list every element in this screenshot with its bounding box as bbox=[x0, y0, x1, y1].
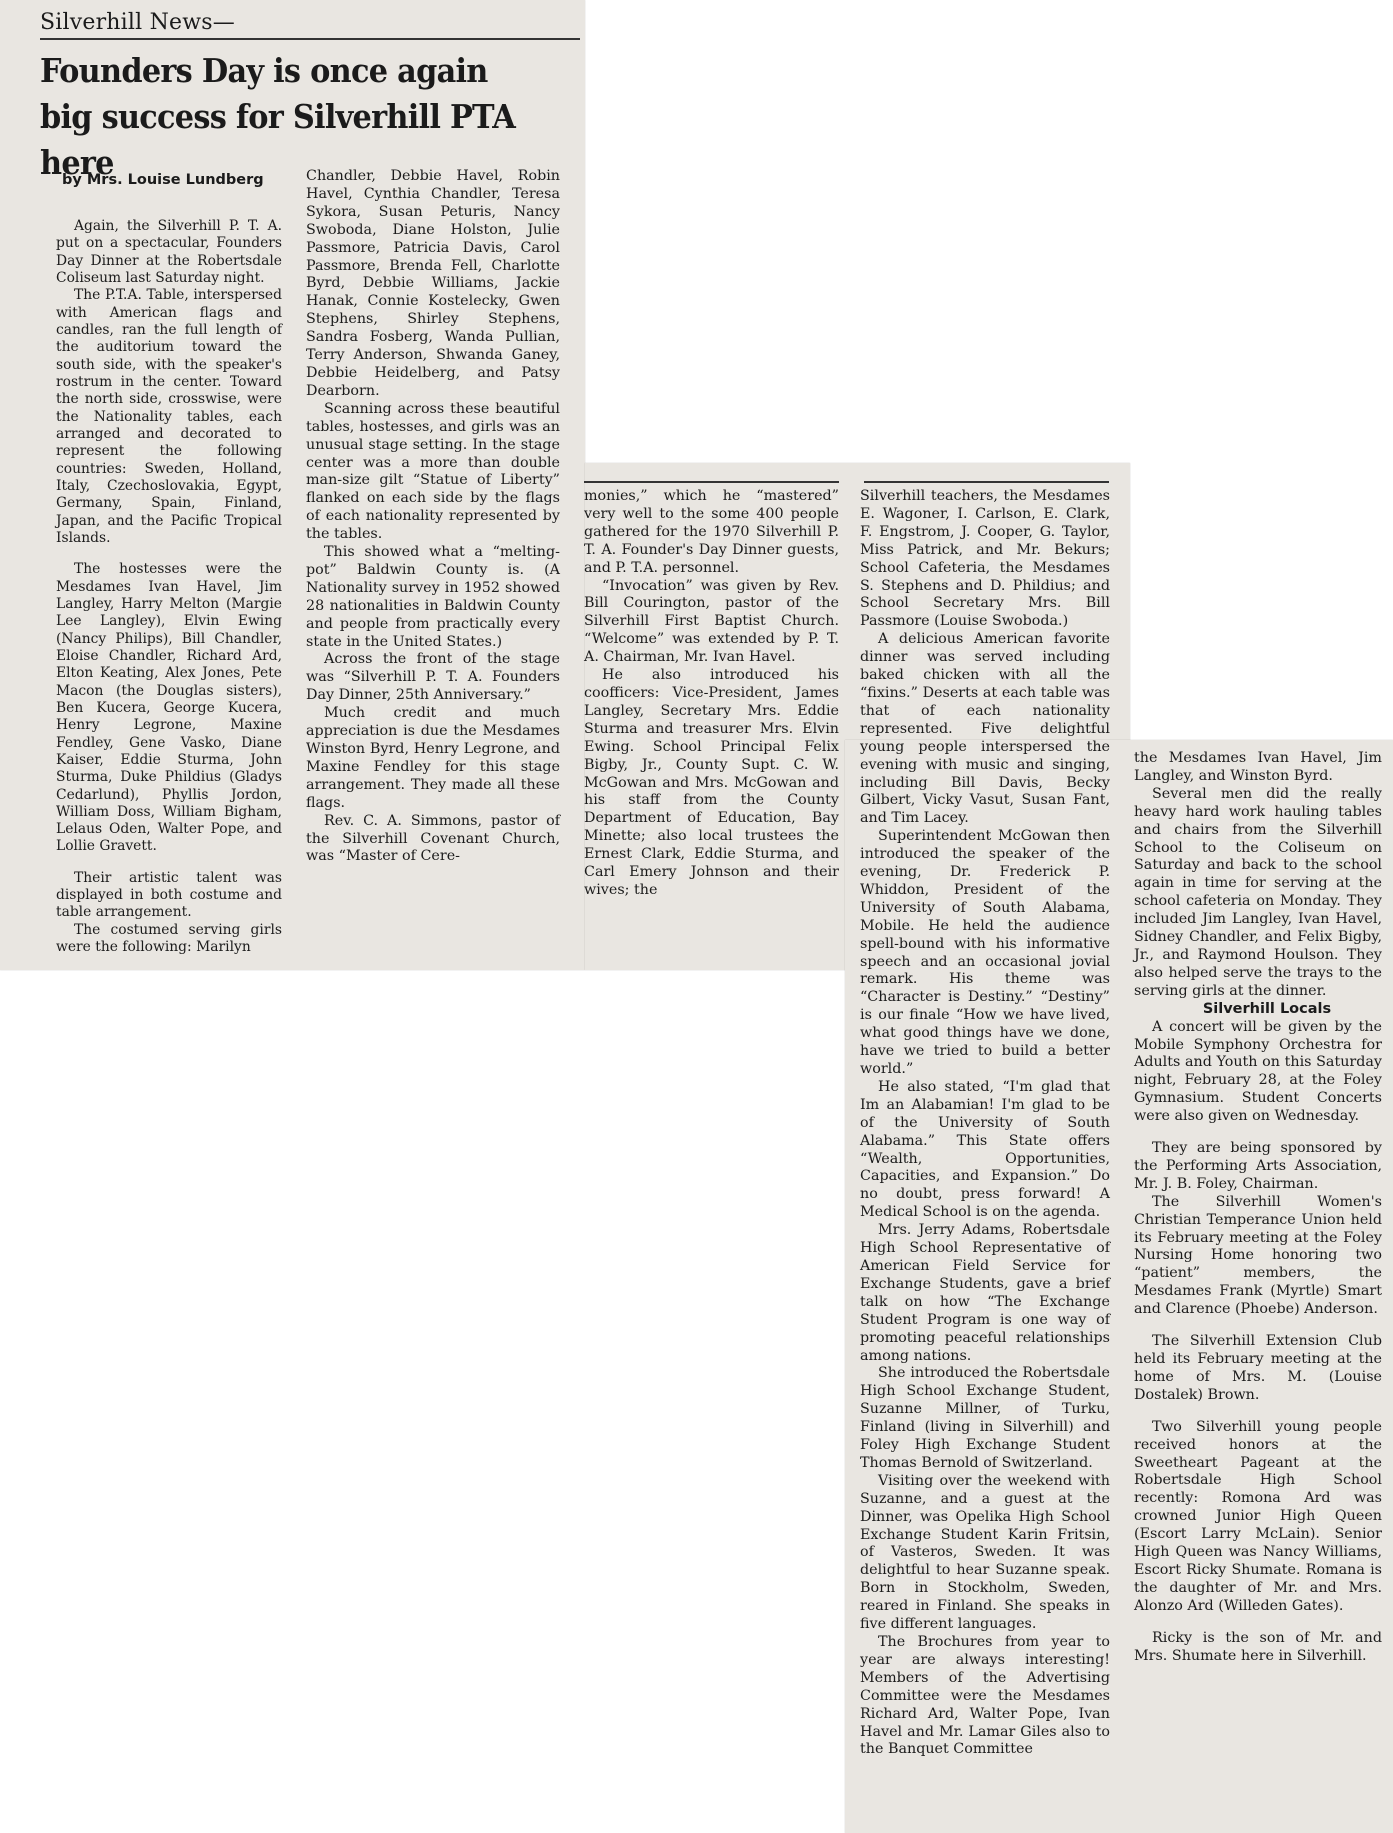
paragraph: the Mesdames Ivan Havel, Jim Langley, and Winston Byrd. bbox=[1134, 750, 1382, 784]
section-kicker: Silverhill News— bbox=[40, 10, 235, 35]
paragraph: She introduced the Robertsdale High School Exchange Student, Suzanne Millner, of Turku, Finland (living in Silverhill) and Foley High Exchange Student Thomas Bernold of Switzerland. bbox=[860, 1365, 1110, 1471]
article-column-3 bbox=[584, 488, 839, 900]
paragraph: Ricky is the son of Mr. and Mrs. Shumate here in Silverhill. bbox=[1134, 1629, 1382, 1664]
article-column-5 bbox=[1134, 750, 1382, 1666]
paragraph: Visiting over the weekend with Suzanne, and a guest at the Dinner, was Opelika High School Exchange Student Karin Fritsin, of Vasteros, Sweden. It was delightful to hear Suzanne speak. Born in Stockholm, Sweden, reared in Finland. She speaks in five different languages. bbox=[860, 1472, 1110, 1633]
paragraph: He also stated, “I'm glad that Im an Alabamian! I'm glad to be of the University of South Alabama.” This State offers “Wealth, Opportunities, Capacities, and Expansion.” Do no doubt, press forward! A Medical School is on the agenda. bbox=[860, 1078, 1110, 1221]
paragraph: He also introduced his coofficers: Vice-President, James Langley, Secretary Mrs. Eddie Sturma and treasurer Mrs. Elvin Ewing. School Principal Felix Bigby, Jr., County Supt. C. W. McGowan and Mrs. McGowan and his staff from the County Department of Education, Bay Minette; also local trustees the Ernest Clark, Eddie Sturma, and Carl Emery Johnson and their wives; the bbox=[584, 667, 839, 898]
paragraph: Silverhill teachers, the Mesdames E. Wagoner, I. Carlson, E. Clark, F. Engstrom, J. Cooper, G. Taylor, Miss Patrick, and Mr. Bekurs; School Cafeteria, the Mesdames S. Stephens and D. Phildius; and School Secretary Mrs. Bill Passmore (Louise Swoboda.) bbox=[860, 488, 1110, 630]
paragraph: monies,” which he “mastered” very well to the some 400 people gathered for the 1970 Silverhill P. T. A. Founder's Day Dinner guests, and P. T.A. personnel. bbox=[584, 488, 839, 576]
paragraph: Chandler, Debbie Havel, Robin Havel, Cynthia Chandler, Teresa Sykora, Susan Peturis, Nancy Swoboda, Diane Holston, Julie Passmore, Patricia Davis, Carol Passmore, Brenda Fell, Charlotte Byrd, Debbie Williams, Jackie Hanak, Connie Kostelecky, Gwen Stephens, Shirley Stephens, Sandra Fosberg, Wanda Pullian, Terry Anderson, Shwanda Ganey, Debbie Heidelberg, and Patsy Dearborn. bbox=[306, 168, 560, 399]
paragraph: Mrs. Jerry Adams, Robertsdale High School Representative of American Field Service for Exchange Students, gave a brief talk on how “The Exchange Student Program is one way of promoting peaceful relationships among nations. bbox=[860, 1222, 1110, 1364]
paragraph: “Invocation” was given by Rev. Bill Courington, pastor of the Silverhill First Baptist Church. “Welcome” was extended by P. T. A. Chairman, Mr. Ivan Havel. bbox=[584, 577, 839, 666]
paragraph: The Brochures from year to year are always interesting! Members of the Advertising Committee were the Mesdames Richard Ard, Walter Pope, Ivan Havel and Mr. Lamar Giles also to the Banquet Committee bbox=[860, 1634, 1110, 1758]
paragraph: The Silverhill Extension Club held its February meeting at the home of Mrs. M. (Louise Dostalek) Brown. bbox=[1134, 1333, 1382, 1403]
paragraph: Across the front of the stage was “Silverhill P. T. A. Founders Day Dinner, 25th Anniversary.” bbox=[306, 651, 560, 704]
paragraph: Superintendent McGowan then introduced the speaker of the evening, Dr. Frederick P. Whiddon, President of the University of South Alabama, Mobile. He held the audience spell-bound with his informative speech and an occasional jovial remark. His theme was “Character is Destiny.” “Destiny” is our finale “How we have lived, what good things have we done, have we tried to build a better world.” bbox=[860, 828, 1110, 1077]
column-top-rule bbox=[864, 481, 1109, 483]
paragraph: Again, the Silverhill P. T. A. put on a spectacular, Founders Day Dinner at the Robertsdale Coliseum last Saturday night. bbox=[56, 218, 282, 286]
paragraph: The Silverhill Women's Christian Temperance Union held its February meeting at the Foley Nursing Home honoring two “patient” members, the Mesdames Frank (Myrtle) Smart and Clarence (Phoebe) Anderson. bbox=[1134, 1193, 1382, 1318]
paragraph: Much credit and much appreciation is due the Mesdames Winston Byrd, Henry Legrone, and Maxine Fendley for this stage arrangement. They made all these flags. bbox=[306, 705, 560, 811]
paragraph: Two Silverhill young people received honors at the Sweetheart Pageant at the Robertsdale High School recently: Romona Ard was crowned Junior High Queen (Escort Larry McLain). Senior High Queen was Nancy Williams, Escort Ricky Shumate. Romana is the daughter of Mr. and Mrs. Alonzo Ard (Willeden Gates). bbox=[1134, 1418, 1382, 1614]
paragraph: A concert will be given by the Mobile Symphony Orchestra for Adults and Youth on this Saturday night, February 28, at the Foley Gymnasium. Student Concerts were also given on Wednesday. bbox=[1134, 1018, 1382, 1125]
paragraph: This showed what a “melting-pot” Baldwin County is. (A Nationality survey in 1952 showed 28 nationalities in Baldwin County and people from practically every state in the United States.) bbox=[306, 544, 560, 650]
paragraph: Rev. C. A. Simmons, pastor of the Silverhill Covenant Church, was “Master of Cere- bbox=[306, 812, 560, 865]
paragraph: The costumed serving girls were the following: Marilyn bbox=[56, 921, 282, 956]
article-column-1 bbox=[56, 218, 282, 956]
article-column-2 bbox=[306, 168, 560, 866]
headline: Founders Day is once again big success for Silverhill PTA here bbox=[40, 51, 516, 182]
byline: by Mrs. Louise Lundberg bbox=[62, 172, 264, 188]
paragraph: Their artistic talent was displayed in both costume and table arrangement. bbox=[56, 869, 282, 921]
article-column-4 bbox=[860, 488, 1110, 1759]
paragraph: Several men did the really heavy hard work hauling tables and chairs from the Silverhill School to the Coliseum on Saturday and back to the school again in time for serving at the school cafeteria on Monday. They included Jim Langley, Ivan Havel, Sidney Chandler, and Felix Bigby, Jr., and Raymond Houlson. They also helped serve the trays to the serving girls at the dinner. bbox=[1134, 785, 1382, 999]
paragraph: Scanning across these beautiful tables, hostesses, and girls was an unusual stage setting. In the stage center was a more than double man-size gilt “Statue of Liberty” flanked on each side by the flags of each nationality represented by the tables. bbox=[306, 400, 560, 543]
paragraph: The P.T.A. Table, interspersed with American flags and candles, ran the full length of the auditorium toward the south side, with the speaker's rostrum in the center. Toward the north side, crosswise, were the Nationality tables, each arranged and decorated to represent the following countries: Sweden, Holland, Italy, Czechoslovakia, Egypt, Germany, Spain, Finland, Japan, and the Pacific Tropical Islands. bbox=[56, 287, 282, 546]
section-heading-locals: Silverhill Locals bbox=[1202, 1000, 1332, 1017]
paragraph: They are being sponsored by the Performing Arts Association, Mr. J. B. Foley, Chairman. bbox=[1134, 1140, 1382, 1192]
paragraph: A delicious American favorite dinner was served including baked chicken with all the “fixins.” Deserts at each table was that of each nationality represented. Five delightful young people interspersed the evening with music and singing, including Bill Davis, Becky Gilbert, Vicky Vasut, Susan Fant, and Tim Lacey. bbox=[860, 631, 1110, 827]
kicker-rule bbox=[40, 38, 580, 40]
column-top-rule bbox=[584, 481, 839, 483]
paragraph: The hostesses were the Mesdames Ivan Havel, Jim Langley, Harry Melton (Margie Lee Langley), Elvin Ewing (Nancy Philips), Bill Chandler, Eloise Chandler, Richard Ard, Elton Keating, Alex Jones, Pete Macon (the Douglas sisters), Ben Kucera, George Kucera, Henry Legrone, Maxine Fendley, Gene Vasko, Diane Kaiser, Eddie Sturma, John Sturma, Duke Phildius (Gladys Cedarlund), Phyllis Jordon, William Doss, William Bigham, Lelaus Oden, Walter Pope, and Lollie Gravett. bbox=[56, 561, 282, 855]
